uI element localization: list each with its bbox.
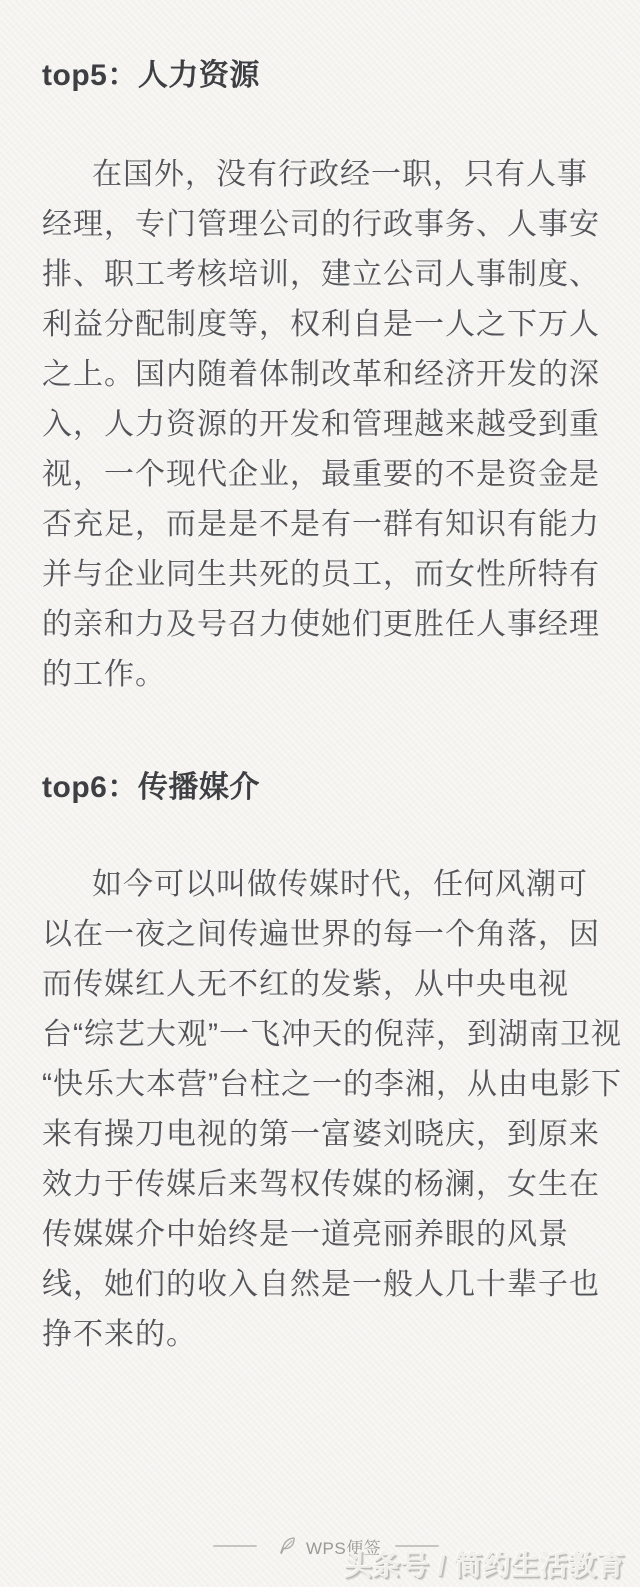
text-line: 而传媒红人无不红的发紫，从中央电视 [42, 968, 569, 1001]
text-line: 入，人力资源的开发和管理越来越受到重 [42, 408, 600, 441]
text-line: 线，她们的收入自然是一般人几十辈子也 [42, 1268, 600, 1301]
text-line: 在国外，没有行政经一职，只有人事 [92, 158, 588, 191]
text-line: 台“综艺大观”一飞冲天的倪萍，到湖南卫视 [42, 1018, 622, 1051]
text-line: 利益分配制度等，权利自是一人之下万人 [42, 308, 600, 341]
note-content [0, 58, 640, 1360]
text-line: 如今可以叫做传媒时代，任何风潮可 [92, 868, 588, 901]
text-line: 视，一个现代企业，最重要的不是资金是 [42, 458, 600, 491]
text-line: 以在一夜之间传遍世界的每一个角落，因 [42, 918, 600, 951]
text-line: “快乐大本营”台柱之一的李湘，从由电影下 [42, 1068, 622, 1101]
text-line: 经理，专门管理公司的行政事务、人事安 [42, 208, 600, 241]
feather-icon [277, 1535, 297, 1557]
wps-brand-label: WPS便签 [306, 1538, 382, 1558]
text-line: 传媒媒介中始终是一道亮丽养眼的风景 [42, 1218, 569, 1251]
text-line: 挣不来的。 [42, 1318, 197, 1351]
section-heading-top5: top5：人力资源 [42, 59, 260, 92]
text-line: 来有操刀电视的第一富婆刘晓庆，到原来 [42, 1118, 600, 1151]
text-line: 否充足，而是是不是有一群有知识有能力 [42, 508, 600, 541]
paragraph-top6 [42, 860, 622, 1360]
section-heading-top6: top6：传播媒介 [42, 771, 260, 804]
text-line: 的亲和力及号召力使她们更胜任人事经理 [42, 608, 600, 641]
text-line: 并与企业同生共死的员工，而女性所特有 [42, 558, 600, 591]
toutiao-watermark: 头条号 / 简约生活教育 [344, 1550, 626, 1581]
text-line: 之上。国内随着体制改革和经济开发的深 [42, 358, 600, 391]
left-divider-line [213, 1545, 257, 1547]
paragraph-top5 [42, 150, 604, 700]
text-line: 的工作。 [42, 658, 166, 691]
text-line: 效力于传媒后来驾权传媒的杨澜，女生在 [42, 1168, 600, 1201]
text-line: 排、职工考核培训，建立公司人事制度、 [42, 258, 600, 291]
